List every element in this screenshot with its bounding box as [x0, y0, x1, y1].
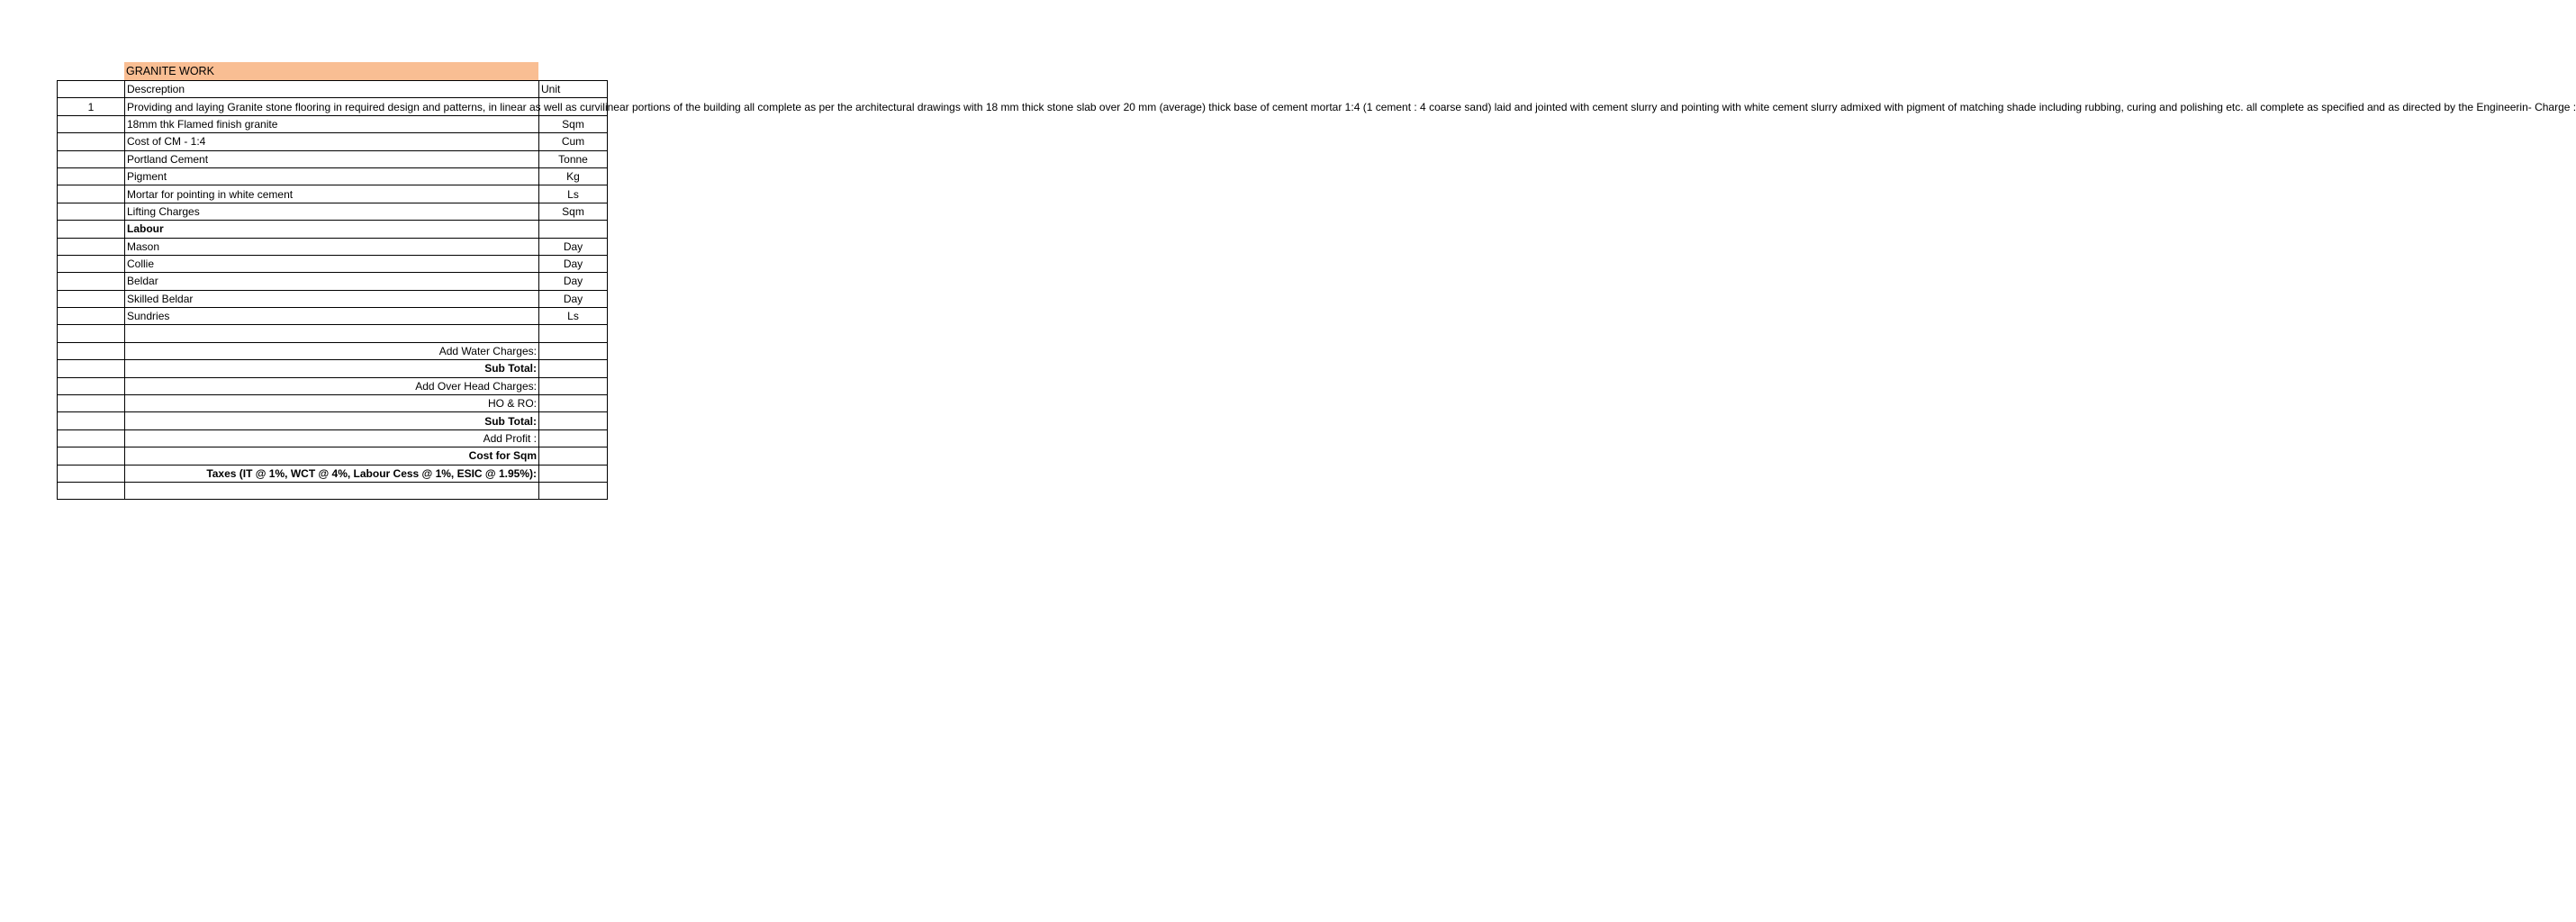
material-name-cell[interactable]: Mortar for pointing in white cement — [125, 185, 539, 203]
material-unit-cell[interactable]: Sqm — [539, 115, 608, 132]
item-row — [58, 98, 608, 115]
overhead-charges-label[interactable]: Add Over Head Charges: — [125, 377, 539, 394]
unit-cell[interactable] — [539, 325, 608, 342]
value-cell[interactable] — [539, 395, 608, 412]
labour-unit-cell[interactable]: Day — [539, 273, 608, 290]
number-cell[interactable] — [58, 482, 125, 499]
summary-row — [58, 395, 608, 412]
summary-row — [58, 342, 608, 359]
empty-row — [58, 482, 608, 499]
item-number-cell[interactable]: 1 — [58, 98, 125, 115]
labour-unit-cell[interactable]: Day — [539, 290, 608, 307]
labour-name-cell[interactable]: Sundries — [125, 308, 539, 325]
material-unit-cell[interactable]: Ls — [539, 185, 608, 203]
material-unit-cell[interactable]: Cum — [539, 133, 608, 150]
rate-analysis-table — [57, 80, 2576, 500]
value-cell[interactable] — [539, 465, 608, 482]
summary-row — [58, 377, 608, 394]
value-cell[interactable] — [539, 412, 608, 429]
table-row — [58, 133, 608, 150]
number-cell[interactable] — [58, 465, 125, 482]
value-cell[interactable] — [539, 342, 608, 359]
number-cell[interactable] — [58, 238, 125, 255]
value-cell[interactable] — [539, 447, 608, 465]
summary-row — [58, 360, 608, 377]
cost-per-sqm-label[interactable]: Cost for Sqm — [125, 447, 539, 465]
header-description-cell[interactable]: Descreption — [125, 81, 539, 98]
table-row — [58, 203, 608, 220]
empty-cell[interactable] — [125, 482, 539, 499]
number-cell[interactable] — [58, 115, 125, 132]
value-cell[interactable] — [539, 482, 608, 499]
table-row — [58, 167, 608, 185]
table-row — [58, 308, 608, 325]
table-row — [58, 185, 608, 203]
taxes-label[interactable]: Taxes (IT @ 1%, WCT @ 4%, Labour Cess @ 1%, ESIC @ 1.95%): — [125, 465, 539, 482]
number-cell[interactable] — [58, 167, 125, 185]
sub-total-label[interactable]: Sub Total: — [125, 412, 539, 429]
labour-heading-cell[interactable]: Labour — [125, 221, 539, 238]
number-cell[interactable] — [58, 325, 125, 342]
number-cell[interactable] — [58, 308, 125, 325]
labour-heading-row — [58, 221, 608, 238]
water-charges-label[interactable]: Add Water Charges: — [125, 342, 539, 359]
labour-unit-cell[interactable]: Day — [539, 238, 608, 255]
item-description-cell[interactable]: Providing and laying Granite stone flooring in required design and patterns, in linear as well as curvilinear portions of the building all complete as per the architectural drawings with 18 mm thick stone slab over 20 mm (average) thick base of cement mortar 1:4 (1 cement : 4 coarse sand) laid and jointed with cement slurry and pointing with white cement slurry admixed with pigment of matching shade including rubbing, curing and polishing etc. all complete as specified and as directed by the Engineerin- Charge : — [125, 98, 539, 115]
number-cell[interactable] — [58, 150, 125, 167]
number-cell[interactable] — [58, 447, 125, 465]
labour-unit-cell[interactable]: Day — [539, 255, 608, 272]
material-name-cell[interactable]: 18mm thk Flamed finish granite — [125, 115, 539, 132]
empty-cell[interactable] — [125, 325, 539, 342]
number-cell[interactable] — [58, 203, 125, 220]
summary-row — [58, 412, 608, 429]
labour-name-cell[interactable]: Skilled Beldar — [125, 290, 539, 307]
material-name-cell[interactable]: Lifting Charges — [125, 203, 539, 220]
number-cell[interactable] — [58, 273, 125, 290]
value-cell[interactable] — [539, 429, 608, 447]
material-unit-cell[interactable]: Sqm — [539, 203, 608, 220]
table-row — [58, 290, 608, 307]
table-row — [58, 238, 608, 255]
table-row — [58, 115, 608, 132]
sub-total-label[interactable]: Sub Total: — [125, 360, 539, 377]
number-cell[interactable] — [58, 290, 125, 307]
value-cell[interactable] — [539, 360, 608, 377]
number-cell[interactable] — [58, 255, 125, 272]
labour-name-cell[interactable]: Mason — [125, 238, 539, 255]
header-unit-cell[interactable]: Unit — [539, 81, 608, 98]
labour-name-cell[interactable]: Collie — [125, 255, 539, 272]
number-cell[interactable] — [58, 360, 125, 377]
table-row — [58, 255, 608, 272]
header-number-cell[interactable] — [58, 81, 125, 98]
summary-row — [58, 465, 608, 482]
material-unit-cell[interactable]: Tonne — [539, 150, 608, 167]
number-cell[interactable] — [58, 395, 125, 412]
labour-name-cell[interactable]: Beldar — [125, 273, 539, 290]
value-cell[interactable] — [539, 377, 608, 394]
number-cell[interactable] — [58, 221, 125, 238]
number-cell[interactable] — [58, 133, 125, 150]
number-cell[interactable] — [58, 429, 125, 447]
number-cell[interactable] — [58, 377, 125, 394]
number-cell[interactable] — [58, 412, 125, 429]
profit-label[interactable]: Add Profit : — [125, 429, 539, 447]
table-row — [58, 150, 608, 167]
empty-row — [58, 325, 608, 342]
ho-ro-label[interactable]: HO & RO: — [125, 395, 539, 412]
number-cell[interactable] — [58, 342, 125, 359]
unit-cell[interactable] — [539, 221, 608, 238]
section-title: GRANITE WORK — [124, 62, 538, 80]
number-cell[interactable] — [58, 185, 125, 203]
summary-row — [58, 429, 608, 447]
material-unit-cell[interactable]: Kg — [539, 167, 608, 185]
material-name-cell[interactable]: Pigment — [125, 167, 539, 185]
material-name-cell[interactable]: Cost of CM - 1:4 — [125, 133, 539, 150]
header-row — [58, 81, 608, 98]
table-row — [58, 273, 608, 290]
summary-row — [58, 447, 608, 465]
material-name-cell[interactable]: Portland Cement — [125, 150, 539, 167]
labour-unit-cell[interactable]: Ls — [539, 308, 608, 325]
